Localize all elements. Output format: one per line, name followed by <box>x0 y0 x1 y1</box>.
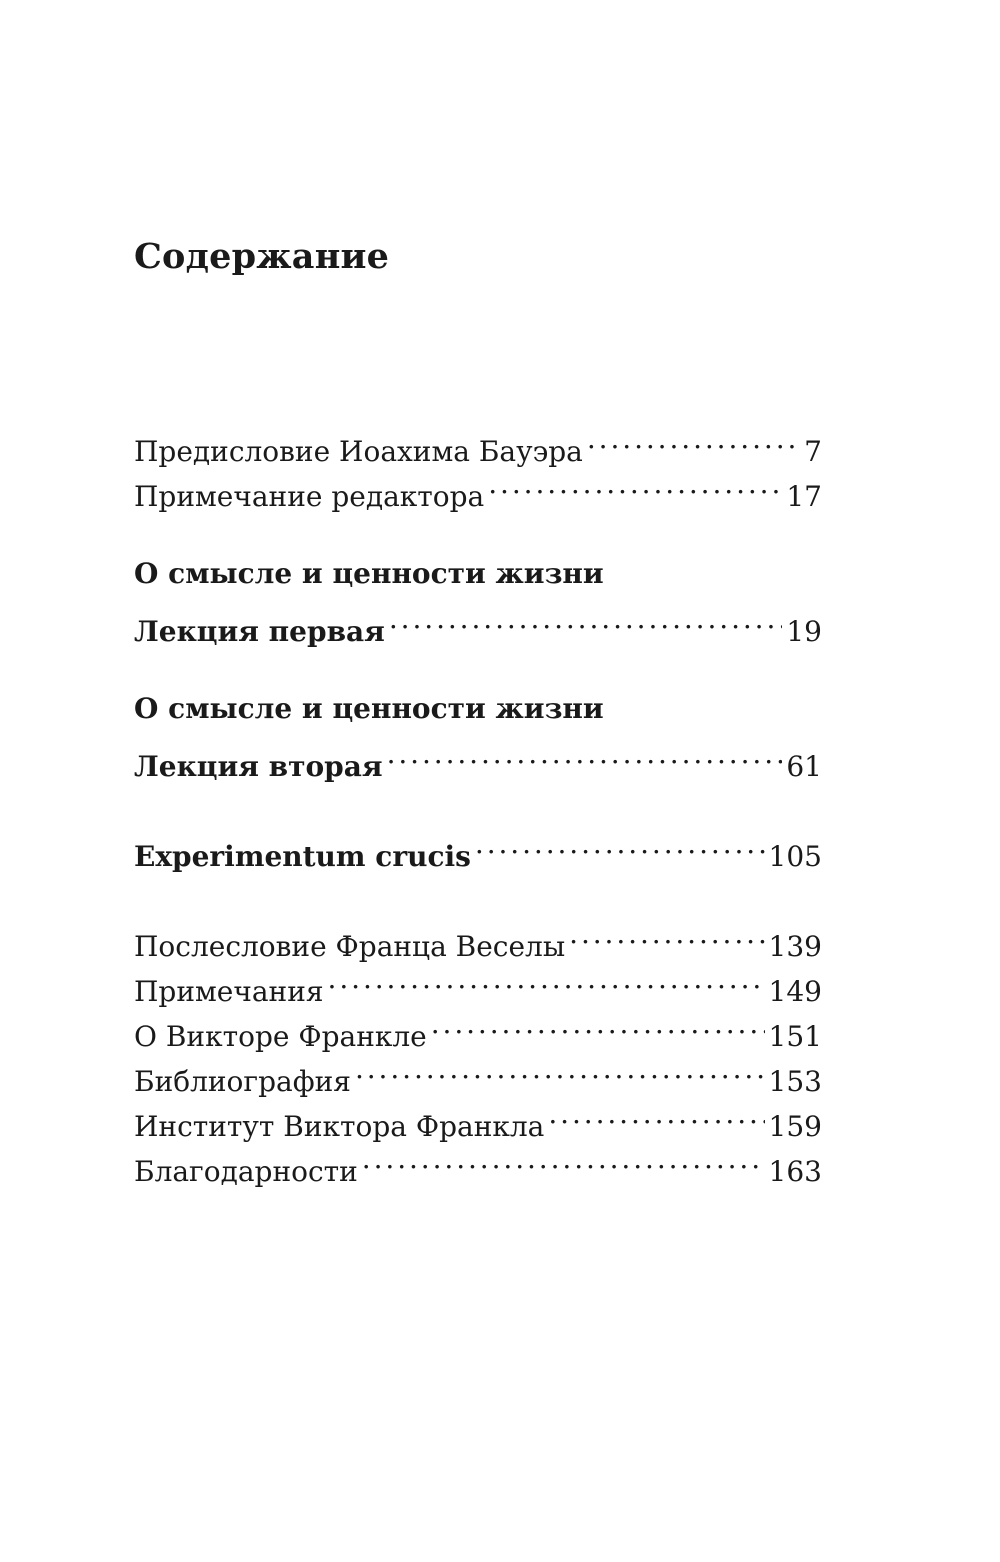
toc-section-heading <box>134 686 822 731</box>
toc-entry-page: 139 <box>768 930 822 963</box>
toc-entry-page: 151 <box>768 1020 822 1053</box>
toc-entry-label: Примечания <box>134 975 324 1008</box>
toc-entry-page: 7 <box>804 435 822 468</box>
dot-leader <box>389 596 783 641</box>
toc-entry <box>134 731 822 783</box>
dot-leader <box>387 731 783 776</box>
toc-entry <box>134 416 822 468</box>
dot-leader <box>355 1046 765 1091</box>
toc-entry-page: 17 <box>786 480 822 513</box>
toc-entry <box>134 911 822 963</box>
toc-section-heading <box>134 551 822 596</box>
toc-entry-label: О Викторе Франкле <box>134 1020 427 1053</box>
toc-entry-label: О смысле и ценности жизни <box>134 557 604 590</box>
toc-entry-label: Институт Виктора Франкла <box>134 1110 545 1143</box>
toc-entry-page: 19 <box>786 615 822 648</box>
toc-entry-page: 105 <box>768 840 822 873</box>
toc-entry-label: Лекция вторая <box>134 750 383 783</box>
dot-leader <box>587 416 800 461</box>
toc-entry-label: О смысле и ценности жизни <box>134 692 604 725</box>
toc-entry <box>134 821 822 873</box>
toc-entry-label: Лекция первая <box>134 615 385 648</box>
toc-entry-page: 163 <box>768 1155 822 1188</box>
toc-entry-label: Библиография <box>134 1065 351 1098</box>
toc-entry-label: Благодарности <box>134 1155 358 1188</box>
toc-entry-page: 149 <box>768 975 822 1008</box>
page-title: Содержание <box>134 236 390 277</box>
toc-entry-page: 159 <box>768 1110 822 1143</box>
dot-leader <box>362 1136 765 1181</box>
dot-leader <box>328 956 765 1001</box>
dot-leader <box>475 821 765 866</box>
toc-entry <box>134 596 822 648</box>
table-of-contents <box>134 416 822 1188</box>
dot-leader <box>431 1001 765 1046</box>
toc-entry-label: Предисловие Иоахима Бауэра <box>134 435 583 468</box>
toc-entry-page: 61 <box>786 750 822 783</box>
dot-leader <box>488 461 782 506</box>
toc-entry-page: 153 <box>768 1065 822 1098</box>
toc-entry-label: Experimentum crucis <box>134 840 471 873</box>
dot-leader <box>569 911 764 956</box>
toc-entry-label: Послесловие Франца Веселы <box>134 930 566 963</box>
dot-leader <box>548 1091 764 1136</box>
toc-entry-label: Примечание редактора <box>134 480 485 513</box>
